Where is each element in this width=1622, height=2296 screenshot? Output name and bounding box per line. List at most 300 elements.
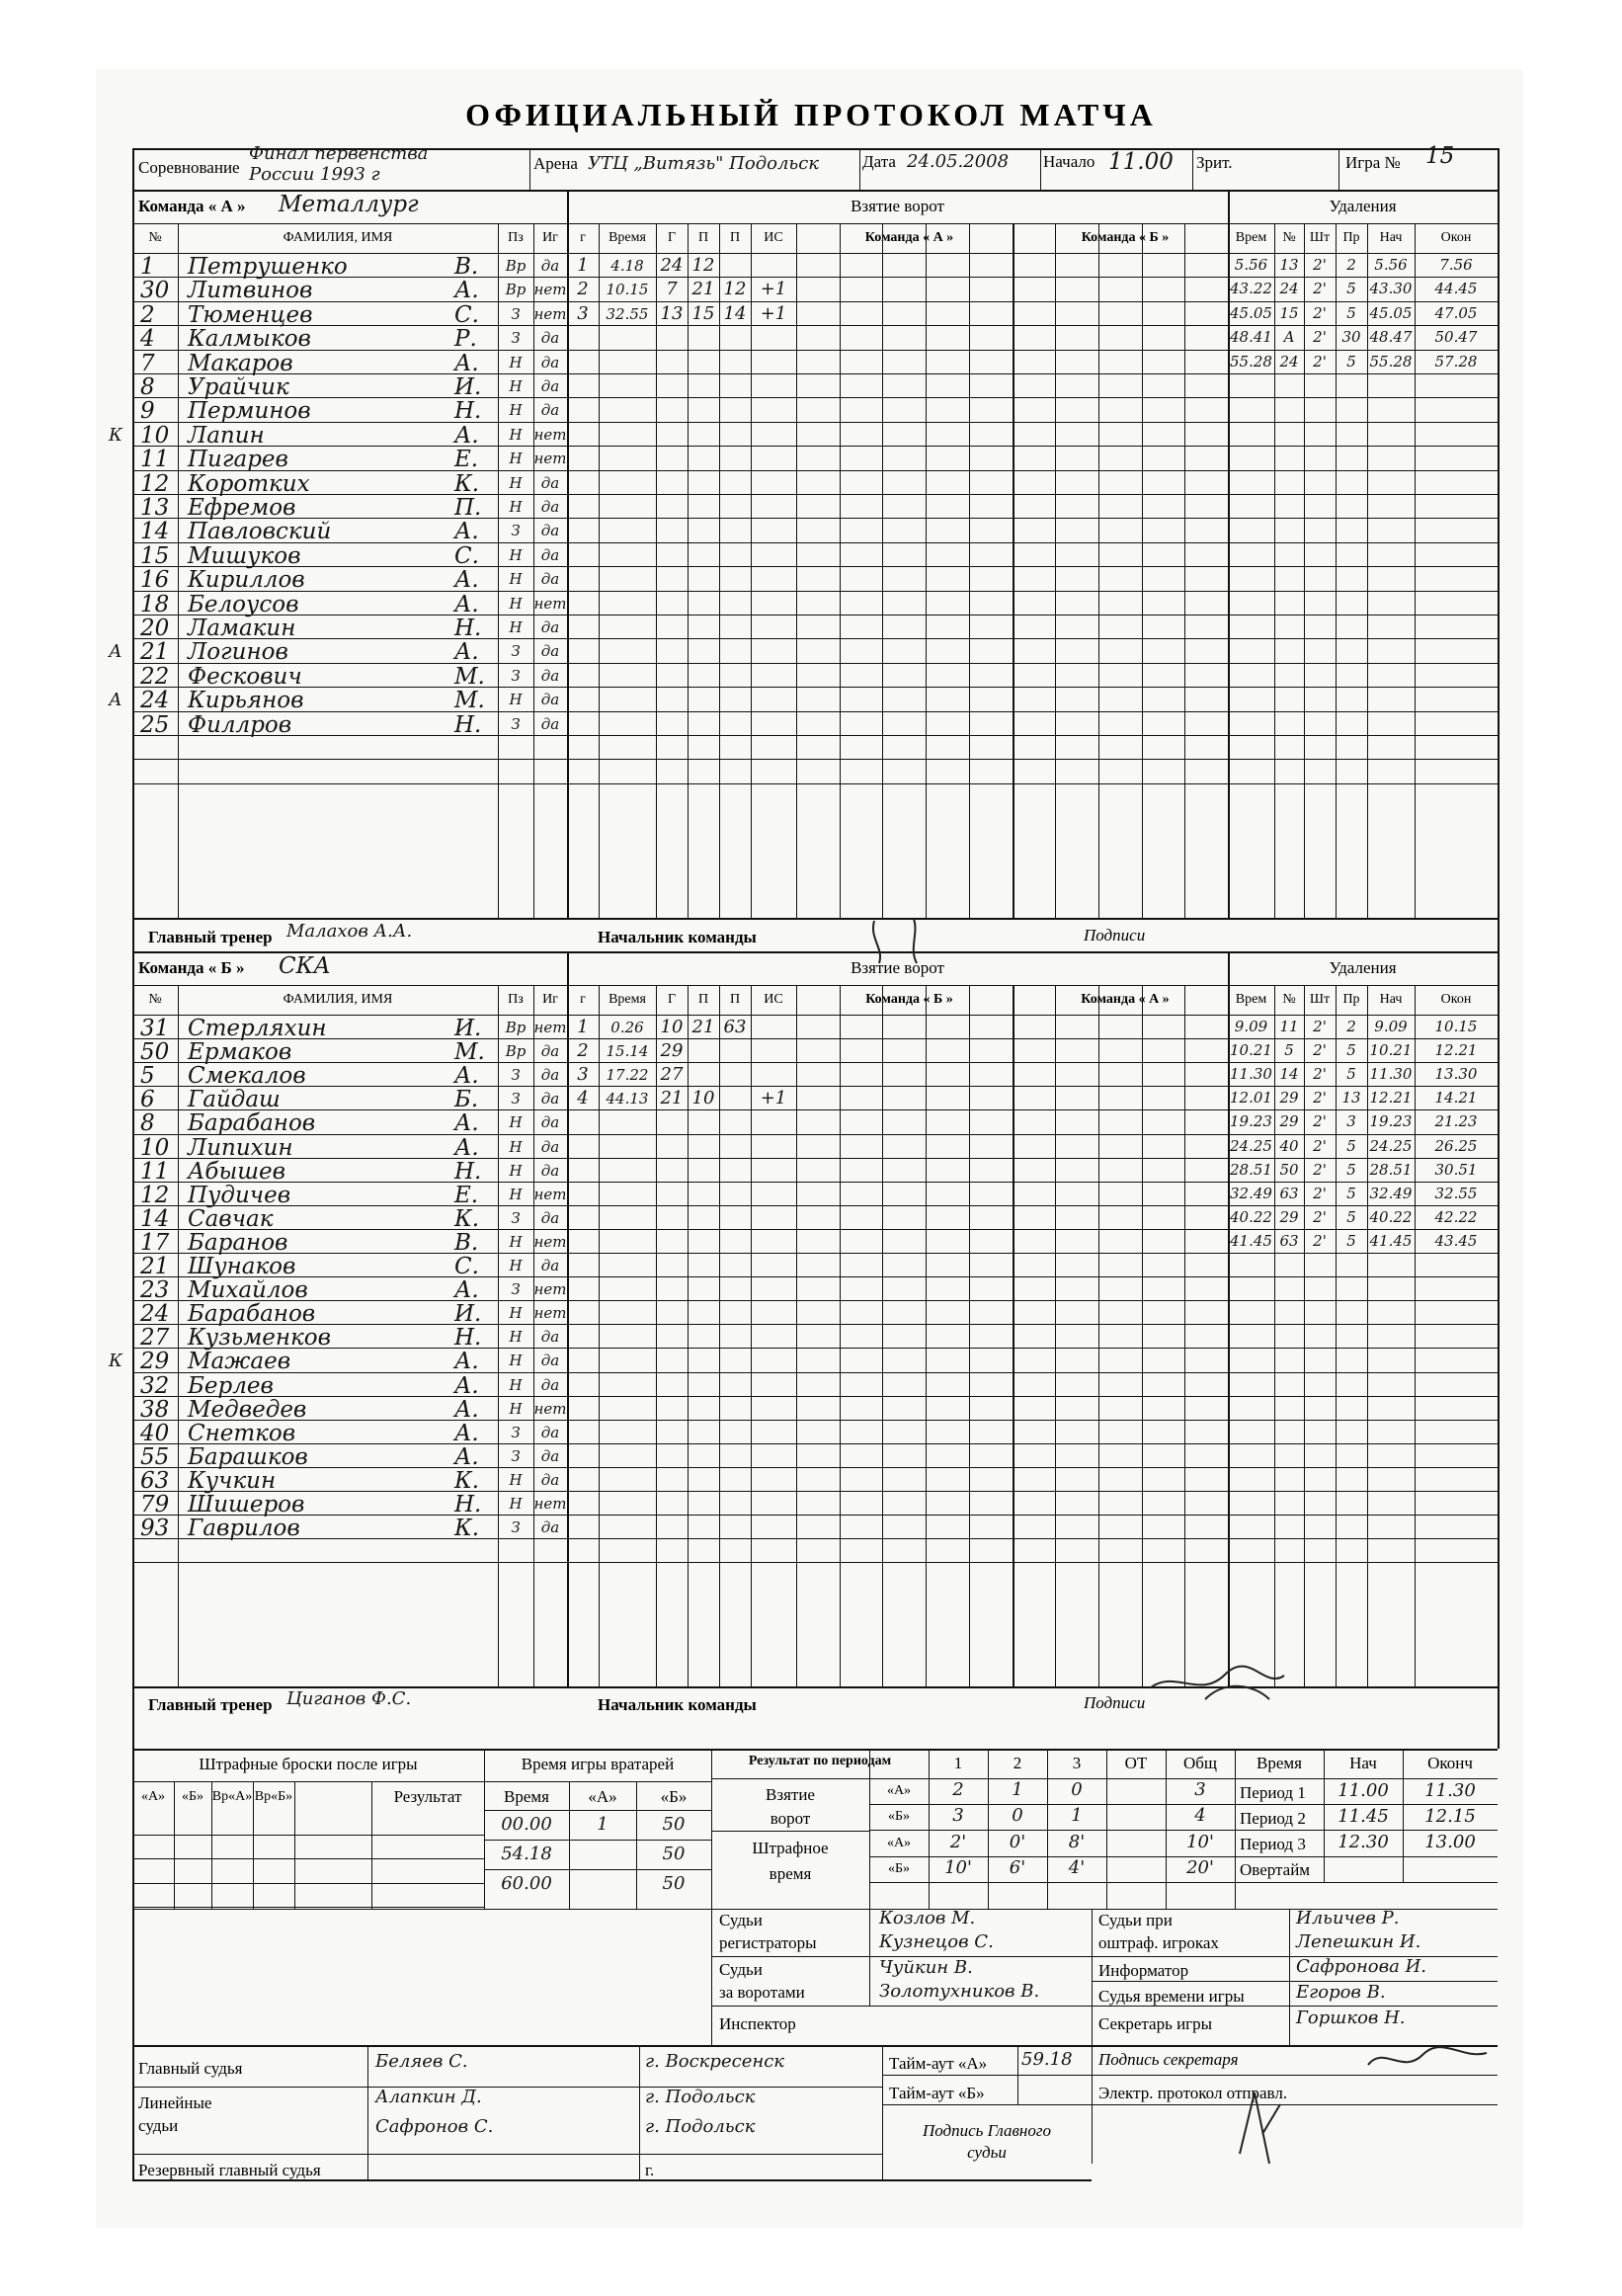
goal-scorer: 21 [660,1088,684,1109]
col-pen-time: Врем [1235,992,1267,1007]
player-initial: А. [454,350,479,376]
player-initial: В. [454,254,479,280]
player-initial: Н. [454,1158,482,1185]
penalty-end: 10.15 [1434,1018,1478,1035]
goal-assist-1: 21 [691,1017,715,1037]
player-initial: Н. [454,1325,482,1352]
penalty-reason: 2 [1346,1018,1356,1035]
col-pen-end: Окон [1440,230,1472,245]
penalty-time: 11.30 [1230,1065,1272,1084]
player-played: да [540,691,560,709]
col-pos: Пз [508,992,524,1007]
player-name: Перминов [188,398,311,425]
player-name: Шунаков [188,1254,296,1279]
penalty-start: 43.30 [1369,280,1413,298]
shootout-col: «Б» [181,1789,204,1804]
captain-mark: А [109,690,122,711]
player-played: нет [533,594,567,613]
signatures-label: Подписи [1084,926,1146,944]
period-value: 6' [1009,1857,1026,1878]
period-col: 2 [1013,1754,1022,1772]
player-number: 7 [140,350,155,376]
player-position: Н [509,473,523,492]
player-played: да [540,642,560,661]
player-position: Н [509,1328,523,1347]
penalty-reason: 2 [1346,256,1356,274]
goal-scorer: 10 [660,1017,684,1037]
player-played: да [540,1137,560,1156]
goal-number: 1 [577,255,589,276]
penalty-reason: 5 [1346,1207,1356,1226]
chief-signature-label: Подпись Главного [922,2121,1051,2140]
player-initial: А. [454,519,479,545]
informer-label: Информатор [1098,1961,1189,1980]
penalty-box-label: Судьи при [1098,1911,1173,1929]
player-name: Медведев [188,1396,307,1423]
player-name: Липихин [188,1134,293,1161]
player-position: З [511,714,521,733]
player-played: да [540,1161,560,1180]
player-played: да [540,618,560,636]
player-position: Н [509,498,523,516]
player-position: Н [509,1185,523,1203]
penalty-minutes: 2' [1313,1231,1327,1250]
goals-section-title: Взятие ворот [851,958,944,977]
player-initial: Е. [454,1182,479,1208]
col-pen-no: № [1282,992,1296,1007]
player-position: Н [509,377,523,395]
col-goal-time: Время [608,230,646,245]
player-initial: К. [454,1205,480,1232]
penalty-player: 11 [1279,1018,1299,1035]
player-number: 10 [140,422,170,449]
period-col: 1 [953,1754,963,1772]
col-name: ФАМИЛИЯ, ИМЯ [283,992,393,1007]
player-position: Н [509,1352,523,1370]
player-position: Н [509,425,523,444]
penalty-reason: 5 [1346,1160,1356,1179]
col-pen-no: № [1282,230,1296,245]
player-name: Кириллов [188,567,305,594]
shootout-col: Вр«Б» [254,1789,293,1804]
player-number: 21 [140,639,170,666]
penalty-end: 57.28 [1434,352,1478,370]
penalty-minutes: 2' [1313,1207,1327,1226]
col-played: Иг [542,230,558,245]
period-value: 4 [1194,1805,1206,1826]
penalty-start: 24.25 [1369,1136,1413,1155]
registrars-label: регистраторы [719,1933,817,1952]
period-value: 0' [1009,1832,1026,1852]
goalie-a-value: 1 [597,1814,608,1835]
period-value: 1 [1071,1805,1083,1826]
penalty-reason: 13 [1341,1089,1361,1107]
period-end: 11.30 [1424,1780,1476,1801]
player-number: 63 [140,1467,170,1494]
player-number: 31 [140,1016,170,1041]
period-end: 12.15 [1424,1806,1476,1827]
penalty-time: 12.01 [1230,1089,1272,1107]
goal-scorer: 7 [666,279,678,300]
player-number: 1 [140,254,155,280]
period-value: 3 [1194,1779,1206,1800]
player-played: да [540,1257,560,1274]
player-number: 11 [140,1158,170,1185]
player-position: Н [509,353,523,371]
penalty-minutes: 2' [1313,1018,1327,1035]
game-value: 15 [1425,143,1455,169]
player-played: нет [533,1495,567,1513]
player-played: да [540,570,560,589]
penalty-minutes: 2' [1313,1184,1327,1202]
player-played: нет [533,1304,567,1323]
player-initial: И. [454,1301,482,1328]
goalie-col: «А» [588,1787,617,1806]
penalty-box-name: Ильичев Р. [1296,1908,1400,1928]
player-name: Баранов [188,1229,288,1256]
goal-assist-1: 21 [691,279,715,300]
col-goal-no: г [580,230,586,245]
goal-number: 1 [577,1017,589,1037]
player-played: да [540,1470,560,1489]
penalties-section-title: Удаления [1329,958,1397,977]
player-name: Пудичев [188,1182,291,1208]
player-played: да [540,1090,560,1108]
player-number: 21 [140,1254,170,1279]
shootout-col: Вр«А» [211,1789,253,1804]
player-played: да [540,257,560,275]
penalty-end: 13.30 [1434,1065,1478,1084]
secretary-label: Секретарь игры [1098,2014,1213,2033]
timeout-a-label: Тайм-аут «А» [889,2054,988,2073]
player-name: Барашков [188,1443,308,1470]
col-scorer: Г [667,230,677,245]
period-time-label: Период 1 [1240,1783,1306,1802]
goal-judge-name: Золотухников В. [879,1981,1040,2002]
competition-value: Финал первенства [249,143,429,164]
shootout-col: «А» [140,1789,166,1804]
goal-assist-2: 12 [723,279,747,300]
player-played: да [540,1208,560,1227]
player-position: З [511,1423,521,1441]
penalty-end: 26.25 [1434,1136,1478,1155]
coach-label: Главный тренер [148,1695,273,1714]
penalty-player: 5 [1284,1041,1294,1060]
penalty-reason: 5 [1346,1184,1356,1202]
penalty-start: 12.21 [1369,1089,1413,1107]
player-initial: В. [454,1229,479,1256]
goal-time: 44.13 [606,1090,649,1108]
player-initial: А. [454,1349,479,1375]
penalty-player: 29 [1279,1089,1299,1107]
player-initial: А. [454,1110,479,1137]
penalty-time: 19.23 [1230,1112,1272,1131]
player-name: Макаров [188,350,293,376]
penalty-minutes: 2' [1313,1041,1327,1060]
coach-label: Главный тренер [148,928,273,946]
player-played: да [540,545,560,564]
penalty-end: 12.21 [1434,1041,1478,1060]
player-played: да [540,1042,560,1061]
informer-name: Сафронова И. [1296,1956,1426,1977]
player-name: Тюменцев [188,301,313,328]
penalty-end: 42.22 [1434,1207,1478,1226]
player-number: 23 [140,1277,170,1304]
goal-time: 17.22 [606,1066,649,1085]
player-position: Н [509,1470,523,1489]
col-pen-minutes: Шт [1309,230,1331,245]
team-name: Металлург [279,192,419,217]
goal-assist-1: 12 [691,255,715,276]
chief-referee-city: г. Воскресенск [645,2051,785,2072]
penalty-time: 43.22 [1230,280,1272,298]
player-played: да [540,401,560,420]
player-name: Логинов [188,639,288,666]
penalty-player: 14 [1279,1065,1299,1084]
player-number: 13 [140,495,170,521]
goalie-b-value: 50 [662,1814,686,1835]
manager-label: Начальник команды [598,1695,757,1714]
player-number: 11 [140,447,170,473]
player-name: Фескович [188,663,302,690]
player-position: З [511,1066,521,1085]
player-number: 6 [140,1087,155,1113]
penalty-minutes: 2' [1313,1136,1327,1155]
penalty-player: 24 [1279,352,1299,370]
goalie-time-value: 00.00 [501,1814,552,1835]
penalty-minutes: 2' [1313,303,1327,322]
penalty-minutes: 2' [1313,256,1327,274]
player-played: нет [533,1399,567,1418]
period-time-label: Период 2 [1240,1809,1306,1828]
col-game-situation: ИС [764,230,783,245]
player-initial: А. [454,1277,479,1304]
player-name: Петрушенко [188,254,348,280]
player-name: Мишуков [188,542,301,569]
goal-number: 3 [577,1064,589,1086]
player-name: Снетков [188,1420,296,1446]
player-initial: К. [454,1516,480,1542]
player-position: Вр [505,1019,527,1036]
player-played: нет [533,1280,567,1299]
penalty-player: 15 [1279,303,1299,322]
player-name: Кузьменков [188,1325,332,1352]
time-col: Оконч [1427,1754,1473,1772]
col-on-ice-2: Команда « Б » [1081,230,1170,245]
penalty-time-label: Штрафное [752,1839,829,1857]
player-initial: А. [454,1443,479,1470]
player-name: Барабанов [188,1110,316,1137]
player-number: 14 [140,519,170,545]
player-initial: С. [454,542,479,569]
timeout-b-label: Тайм-аут «Б» [889,2084,985,2102]
player-played: нет [533,304,567,323]
player-initial: А. [454,1063,479,1090]
player-played: да [540,473,560,492]
inspector-label: Инспектор [719,2014,796,2033]
player-played: да [540,1066,560,1085]
col-on-ice-1: Команда « А » [864,230,954,245]
col-pen-reason: Пр [1342,230,1360,245]
goal-scorer: 24 [660,255,684,276]
period-value: 10' [1186,1832,1214,1852]
player-initial: А. [454,591,479,617]
player-name: Абышев [188,1158,285,1185]
period-time-label: Период 3 [1240,1835,1306,1853]
penalty-player: 29 [1279,1207,1299,1226]
player-initial: Е. [454,447,479,473]
player-position: Н [509,618,523,636]
player-played: да [540,1518,560,1537]
penalty-player: А [1283,328,1295,347]
e-protocol-label: Электр. протокол отправл. [1098,2084,1288,2102]
linesmen-label: Линейные [138,2093,212,2112]
goalie-b-value: 50 [662,1873,686,1894]
player-number: 32 [140,1372,170,1399]
player-number: 24 [140,1301,170,1328]
goal-number: 3 [577,302,589,324]
team-label: Команда « А » [138,197,246,215]
penalty-end: 47.05 [1434,303,1478,322]
penalty-reason: 30 [1341,328,1361,347]
player-position: Н [509,1232,523,1251]
secretary-signature-label: Подпись секретаря [1098,2050,1239,2069]
player-initial: А. [454,639,479,666]
player-played: нет [533,281,567,299]
col-on-ice-2: Команда « А » [1081,992,1170,1007]
shootout-title: Штрафные броски после игры [199,1755,418,1773]
time-col: Нач [1349,1754,1377,1772]
player-played: нет [533,1232,567,1251]
player-position: Н [509,1495,523,1513]
player-number: 15 [140,542,170,569]
player-played: нет [533,450,567,468]
period-value: 3 [952,1805,964,1826]
reserve-city-prefix: г. [645,2161,655,2179]
penalty-start: 55.28 [1369,352,1413,370]
coach-name: Циганов Ф.С. [286,1688,412,1709]
shootout-result-label: Результат [393,1787,462,1806]
timeout-a-value: 59.18 [1021,2049,1073,2070]
player-initial: М. [454,688,485,714]
competition-value: России 1993 г [249,164,380,185]
goal-situation: +1 [760,302,787,324]
penalty-time: 41.45 [1230,1231,1272,1250]
player-played: да [540,329,560,348]
player-position: З [511,1090,521,1108]
goalie-b-value: 50 [662,1844,686,1864]
penalty-reason: 5 [1346,1065,1356,1084]
player-number: 4 [140,326,155,353]
player-initial: Н. [454,615,482,641]
penalty-start: 9.09 [1374,1018,1408,1035]
player-number: 18 [140,591,170,617]
penalty-reason: 5 [1346,280,1356,298]
goal-scorer: 27 [660,1064,684,1086]
goal-number: 4 [577,1088,589,1109]
player-name: Ламакин [188,615,296,641]
goals-section-title: Взятие ворот [851,197,944,215]
goals-label: Взятие [766,1785,815,1804]
player-position: Н [509,691,523,709]
player-initial: Р. [454,326,477,353]
penalty-start: 32.49 [1369,1184,1413,1202]
player-name: Ефремов [188,495,296,521]
player-number: 40 [140,1420,170,1446]
player-position: Вр [505,1042,527,1061]
spectators-label: Зрит. [1196,153,1233,172]
period-value: 4' [1068,1857,1086,1878]
penalty-minutes: 2' [1313,1160,1327,1179]
player-played: нет [533,1019,567,1036]
penalty-time: 28.51 [1230,1160,1272,1179]
competition-label: Соревнование [138,158,240,177]
penalty-end: 30.51 [1434,1160,1478,1179]
goalie-time-value: 60.00 [501,1873,552,1894]
player-played: да [540,522,560,540]
player-position: Н [509,1137,523,1156]
player-name: Филлров [188,711,292,738]
player-played: да [540,1352,560,1370]
goal-time: 32.55 [606,304,649,323]
col-assist-2: П [729,992,741,1007]
goal-number: 2 [577,1040,589,1062]
goal-assist-2: 14 [723,302,747,324]
goal-judges-label: за воротами [719,1983,805,2002]
player-name: Коротких [188,470,310,497]
player-initial: М. [454,663,485,690]
arena-label: Арена [533,154,578,173]
player-number: 8 [140,1110,155,1137]
player-position: З [511,304,521,323]
penalty-end: 44.45 [1434,280,1478,298]
penalty-reason: 5 [1346,352,1356,370]
col-name: ФАМИЛИЯ, ИМЯ [283,230,393,245]
col-no: № [148,230,162,245]
goal-assist-2: 63 [723,1017,747,1037]
player-number: 16 [140,567,170,594]
player-initial: К. [454,1467,480,1494]
penalties-section-title: Удаления [1329,197,1397,215]
penalty-player: 63 [1279,1184,1299,1202]
player-number: 25 [140,711,170,738]
registrar-name: Козлов М. [879,1908,976,1928]
player-position: Н [509,1375,523,1394]
player-name: Стерляхин [188,1016,327,1041]
player-position: Н [509,545,523,564]
player-played: да [540,1113,560,1132]
penalty-start: 19.23 [1369,1112,1413,1131]
player-position: Н [509,1257,523,1274]
player-position: З [511,522,521,540]
player-position: З [511,666,521,685]
player-initial: А. [454,1396,479,1423]
timekeeper-name: Егоров В. [1296,1982,1386,2003]
penalty-minutes: 2' [1313,1112,1327,1131]
player-name: Литвинов [188,278,313,304]
linesman-name: Сафронов С. [375,2116,494,2137]
coach-name: Малахов А.А. [286,921,413,942]
period-value: 2 [952,1779,964,1800]
player-played: да [540,1446,560,1465]
goal-number: 2 [577,279,589,300]
manager-label: Начальник команды [598,928,757,946]
player-name: Шишеров [188,1492,305,1517]
penalty-box-name: Лепешкин И. [1296,1931,1421,1952]
registrars-label: Судьи [719,1911,763,1929]
period-team-label: «А» [886,1783,912,1798]
player-name: Калмыков [188,326,311,353]
